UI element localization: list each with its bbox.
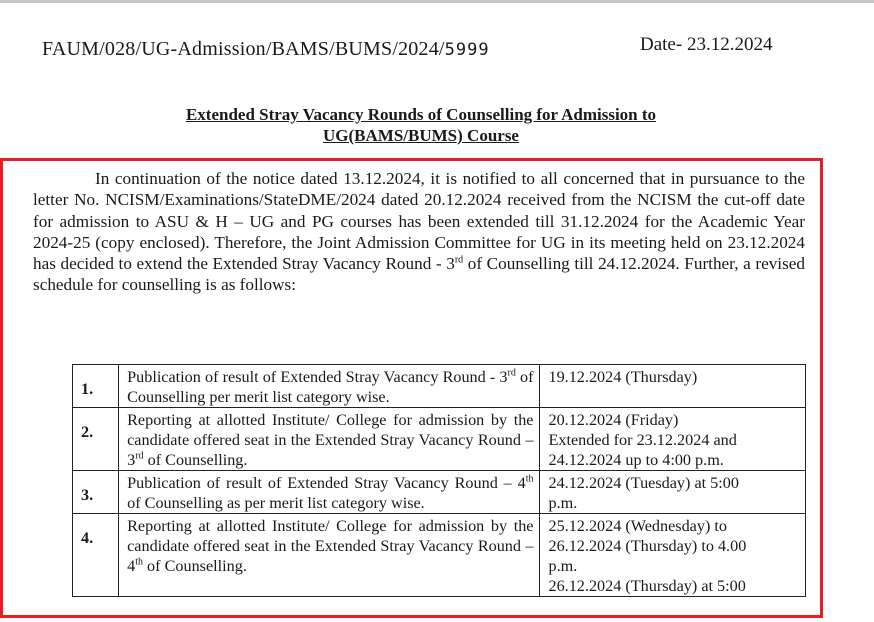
row-schedule-date: 19.12.2024 (Thursday) <box>540 365 806 408</box>
notice-date: Date- 23.12.2024 <box>640 34 773 55</box>
row-schedule-date: 20.12.2024 (Friday) Extended for 23.12.2024 and 24.12.2024 up to 4:00 p.m. <box>540 408 806 471</box>
row-schedule-date: 24.12.2024 (Tuesday) at 5:00 p.m. <box>540 471 806 514</box>
row-number: 3. <box>73 471 119 514</box>
notice-title <box>0 104 842 146</box>
schedule-table <box>72 364 806 597</box>
schedule-row <box>73 408 806 471</box>
title-line-2: UG(BAMS/BUMS) Course <box>323 126 519 145</box>
row-description: Reporting at allotted Institute/ College for admission by the candidate offered seat in the Extended Stray Vacancy Round – 3rd of Counselling. <box>119 408 540 471</box>
schedule-row <box>73 365 806 408</box>
page-edge-line <box>0 0 874 3</box>
schedule-table-wrapper <box>72 364 806 612</box>
schedule-row <box>73 514 806 597</box>
row-description: Publication of result of Extended Stray Vacancy Round – 4th of Counselling as per merit list category wise. <box>119 471 540 514</box>
handwritten-number: 5999 <box>444 40 490 60</box>
row-number: 1. <box>73 365 119 408</box>
title-line-1: Extended Stray Vacancy Rounds of Counselling for Admission to <box>185 105 657 124</box>
row-description: Publication of result of Extended Stray Vacancy Round - 3rd of Counselling per merit list category wise. <box>119 365 540 408</box>
schedule-row <box>73 471 806 514</box>
notice-paragraph: In continuation of the notice dated 13.12.2024, it is notified to all concerned that in pursuance to the letter No. NCISM/Examinations/StateDME/2024 dated 20.12.2024 received from the NCISM the cut-off date for admission to ASU & H – UG and PG courses has been extended till 31.12.2024 for the Academic Year 2024-25 (copy enclosed). Therefore, the Joint Admission Committee for UG in its meeting held on 23.12.2024 has decided to extend the Extended Stray Vacancy Round - 3rd of Counselling till 24.12.2024. Further, a revised schedule for counselling is as follows: <box>33 169 805 295</box>
row-number: 4. <box>73 514 119 597</box>
row-schedule-date: 25.12.2024 (Wednesday) to 26.12.2024 (Thursday) to 4.00 p.m. 26.12.2024 (Thursday) at 5:00 <box>540 514 806 597</box>
row-number: 2. <box>73 408 119 471</box>
reference-text: FAUM/028/UG-Admission/BAMS/BUMS/2024/ <box>42 38 445 60</box>
reference-number <box>42 38 490 61</box>
row-description: Reporting at allotted Institute/ College for admission by the candidate offered seat in the Extended Stray Vacancy Round – 4th of Counselling. <box>119 514 540 597</box>
